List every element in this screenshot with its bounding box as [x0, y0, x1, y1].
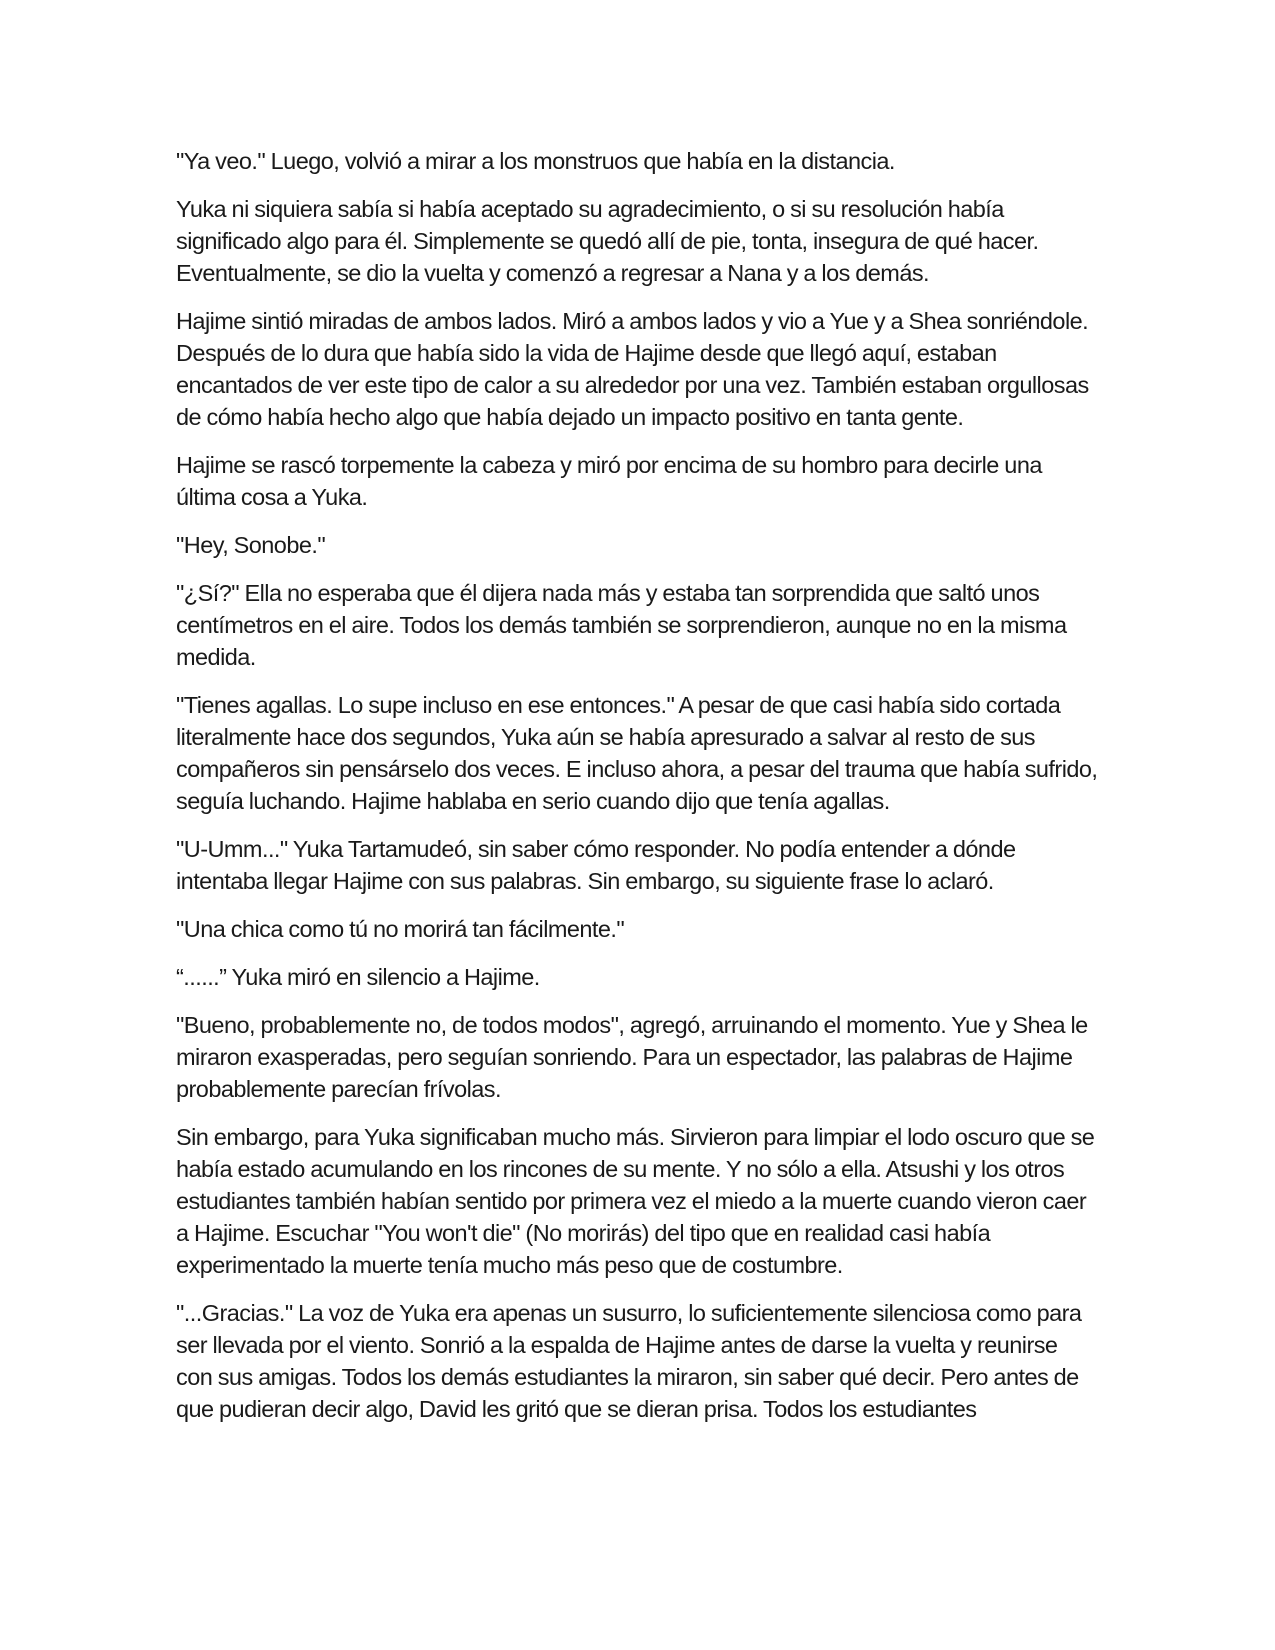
paragraph: "Una chica como tú no morirá tan fácilmente."	[176, 916, 625, 942]
paragraph: "...Gracias." La voz de Yuka era apenas un susurro, lo suficientemente silenciosa como para ser llevada por el viento. Sonrió a la espalda de Hajime antes de darse la vuelta y reunirse con sus amigas. Todos los demás estudiantes la miraron, sin saber qué decir. Pero antes de que pudieran decir algo, David les gritó que se dieran prisa. Todos los estudiantes	[176, 1300, 1082, 1422]
paragraph: "Ya veo." Luego, volvió a mirar a los monstruos que había en la distancia.	[176, 148, 895, 174]
paragraph: Hajime se rascó torpemente la cabeza y miró por encima de su hombro para decirle una última cosa a Yuka.	[176, 452, 1042, 510]
paragraph: "U-Umm..." Yuka Tartamudeó, sin saber cómo responder. No podía entender a dónde intentaba llegar Hajime con sus palabras. Sin embargo, su siguiente frase lo aclaró.	[176, 836, 1016, 894]
paragraph: Sin embargo, para Yuka significaban mucho más. Sirvieron para limpiar el lodo oscuro que se había estado acumulando en los rincones de su mente. Y no sólo a ella. Atsushi y los otros estudiantes también habían sentido por primera vez el miedo a la muerte cuando vieron caer a Hajime. Escuchar "You won't die" (No morirás) del tipo que en realidad casi había experimentado la muerte tenía mucho más peso que de costumbre.	[176, 1124, 1095, 1278]
paragraph: "¿Sí?" Ella no esperaba que él dijera nada más y estaba tan sorprendida que saltó unos centímetros en el aire. Todos los demás también se sorprendieron, aunque no en la misma medida.	[176, 580, 1067, 670]
paragraph: "Hey, Sonobe."	[176, 532, 326, 558]
paragraph: "Tienes agallas. Lo supe incluso en ese entonces." A pesar de que casi había sido cortada literalmente hace dos segundos, Yuka aún se había apresurado a salvar al resto de sus compañeros sin pensárselo dos veces. E incluso ahora, a pesar del trauma que había sufrido, seguía luchando. Hajime hablaba en serio cuando dijo que tenía agallas.	[176, 692, 1098, 814]
paragraph: Hajime sintió miradas de ambos lados. Miró a ambos lados y vio a Yue y a Shea sonriéndole. Después de lo dura que había sido la vida de Hajime desde que llegó aquí, estaban encantados de ver este tipo de calor a su alrededor por una vez. También estaban orgullosas de cómo había hecho algo que había dejado un impacto positivo en tanta gente.	[176, 308, 1089, 430]
paragraph: Yuka ni siquiera sabía si había aceptado su agradecimiento, o si su resolución había significado algo para él. Simplemente se quedó allí de pie, tonta, insegura de qué hacer. Eventualmente, se dio la vuelta y comenzó a regresar a Nana y a los demás.	[176, 196, 1039, 286]
paragraph: “......” Yuka miró en silencio a Hajime.	[176, 964, 540, 990]
paragraph: "Bueno, probablemente no, de todos modos", agregó, arruinando el momento. Yue y Shea le miraron exasperadas, pero seguían sonriendo. Para un espectador, las palabras de Hajime probablemente parecían frívolas.	[176, 1012, 1088, 1102]
document-body	[176, 145, 1106, 1441]
